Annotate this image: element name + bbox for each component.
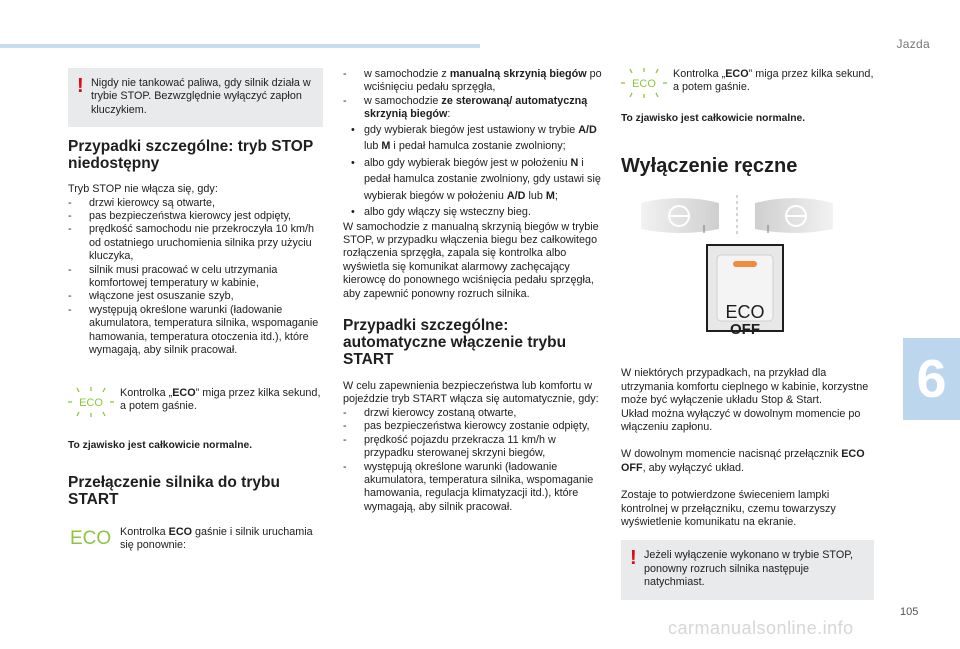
svg-text:ECO: ECO	[79, 396, 103, 409]
list-item: • gdy wybierak biegów jest ustawiony w trybie A/D lub M i pedał hamulca zostanie zwolniony;	[343, 122, 605, 155]
chapter-number: 6	[916, 349, 947, 409]
section-title: Jazda	[896, 37, 930, 51]
list-item: - pas bezpieczeństwa kierowcy zostanie odpięty,	[343, 420, 605, 433]
eco-off-illustration	[621, 191, 874, 351]
manual-off-paragraph-3: Zostaje to potwierdzone świeceniem lampki kontrolnej w przełączniku, czemu towarzyszy wyświetlenie komunikatu na ekranie.	[621, 489, 836, 529]
list-item: • albo gdy włączy się wsteczny bieg.	[343, 204, 605, 221]
list-item: - pas bezpieczeństwa kierowcy jest odpięty,	[68, 210, 323, 223]
eco-flashing-icon	[621, 68, 673, 98]
eco-steady-text: Kontrolka ECO gaśnie i silnik uruchamia się ponownie:	[120, 525, 313, 552]
eco-steady-icon	[68, 526, 120, 548]
eco-steady-row	[68, 526, 323, 553]
page-number: 105	[900, 606, 919, 618]
header-accent-bar	[0, 44, 480, 48]
list-item: - drzwi kierowcy są otwarte,	[68, 197, 323, 210]
column-left	[68, 68, 323, 553]
list-item: - prędkość pojazdu przekracza 11 km/h w przypadku sterowanej skrzyni biegów,	[343, 434, 605, 461]
warning-box	[68, 68, 323, 127]
list-item: • albo gdy wybierak biegów jest w położeniu N i pedał hamulca zostanie zwolniony, gdy ustawi się wybierak biegów w położeniu A/D lub M;	[343, 155, 605, 205]
eco-flashing-icon	[68, 387, 120, 417]
warning-icon: !	[77, 75, 84, 97]
eco-flash-text: Kontrolka „ECO” miga przez kilka sekund, a potem gaśnie.	[673, 68, 874, 94]
manual-off-paragraph-1: W niektórych przypadkach, na przykład dla utrzymania komfortu cieplnego w kabinie, korzystne może być wyłączenie układu Stop & Start. Układ można wyłączyć w dowolnym momencie po włączeniu zapłonu.	[621, 367, 869, 434]
list-item: - w samochodzie ze sterowaną/ automatyczną skrzynią biegów: • gdy wybierak biegów jest ustawiony w trybie A/D lub M i pedał hamulca zostanie zwolniony; • albo gdy wybierak biegów jest w położeniu N i pedał hamulca zostanie zwolniony, gdy ustawi się wybierak biegów w położeniu A/D lub M; • albo gdy włączy się wsteczny bieg.	[343, 95, 605, 221]
manual-off-paragraph-2: W dowolnym momencie nacisnąć przełącznik ECO OFF, aby wyłączyć układ.	[621, 448, 865, 474]
warning-text: Nigdy nie tankować paliwa, gdy silnik działa w trybie STOP. Bezwzględnie wyłączyć zapłon kluczykiem.	[91, 77, 311, 116]
start-intro: W celu zapewnienia bezpieczeństwa lub komfortu w pojeździe tryb START włącza się automatycznie, gdy:	[343, 380, 599, 406]
manual-gearbox-paragraph: W samochodzie z manualną skrzynią biegów w trybie STOP, w przypadku włączenia biegu bez całkowitego rozłączenia sprzęgła, zapala się kontrolka albo wyświetla się komunikat alarmowy zachęcający kierowcę do ponownego wciśnięcia pedału sprzęgła, aby zapewnić ponowny rozruch silnika.	[343, 220, 599, 300]
column-middle	[343, 68, 605, 514]
svg-text:ECO: ECO	[632, 78, 656, 90]
auto-gearbox-list	[343, 122, 605, 221]
eco-flash-row	[68, 387, 323, 417]
list-item: - drzwi kierowcy zostaną otwarte,	[343, 407, 605, 420]
stop-intro: Tryb STOP nie włącza się, gdy:	[68, 183, 218, 196]
list-item: - występują określone warunki (ładowanie akumulatora, temperatura silnika, wspomaganie hamowania, regulacja klimatyzacji itd.), które wymagają, aby silnik pracował.	[343, 461, 605, 515]
heading-switch-start: Przełączenie silnika do trybu START	[68, 473, 280, 508]
list-item: - silnik musi pracować w celu utrzymania komfortowej temperatury w kabinie,	[68, 264, 323, 291]
restart-conditions-list	[343, 68, 605, 221]
fault-note: To zjawisko jest całkowicie normalne.	[68, 439, 253, 451]
heading-stop-unavailable: Przypadki szczególne: tryb STOP niedostępny	[68, 138, 313, 173]
watermark: carmanualsonline.info	[668, 618, 854, 638]
list-item: - włączone jest osuszanie szyb,	[68, 290, 323, 303]
stop-conditions-list	[68, 197, 323, 358]
list-item: - występują określone warunki (ładowanie akumulatora, temperatura silnika, wspomaganie hamowania, temperatura otoczenia itd.), które wymagają, aby silnik pracował.	[68, 304, 323, 358]
warning-box	[621, 540, 874, 599]
eco-flash-text: Kontrolka „ECO” miga przez kilka sekund, a potem gaśnie.	[120, 386, 321, 412]
start-conditions-list	[343, 407, 605, 514]
warning-text: Jeżeli wyłączenie wykonano w trybie STOP, ponowny rozruch silnika następuje natychmiast.	[644, 549, 854, 589]
eco-flash-row	[621, 68, 874, 98]
fault-note: To zjawisko jest całkowicie normalne.	[621, 113, 806, 124]
svg-text:ECO: ECO	[70, 527, 112, 548]
column-right	[621, 68, 874, 600]
list-item: - w samochodzie z manualną skrzynią biegów po wciśnięciu pedału sprzęgła,	[343, 68, 605, 95]
list-item: - prędkość samochodu nie przekroczyła 10 km/h od ostatniego uruchomienia silnika przy użyciu kluczyka,	[68, 223, 323, 263]
heading-auto-start: Przypadki szczególne: automatyczne włączenie trybu START	[343, 317, 567, 369]
heading-manual-off: Wyłączenie ręczne	[621, 155, 798, 178]
warning-icon: !	[630, 547, 637, 570]
eco-off-button-icon: ECO OFF	[725, 302, 765, 339]
